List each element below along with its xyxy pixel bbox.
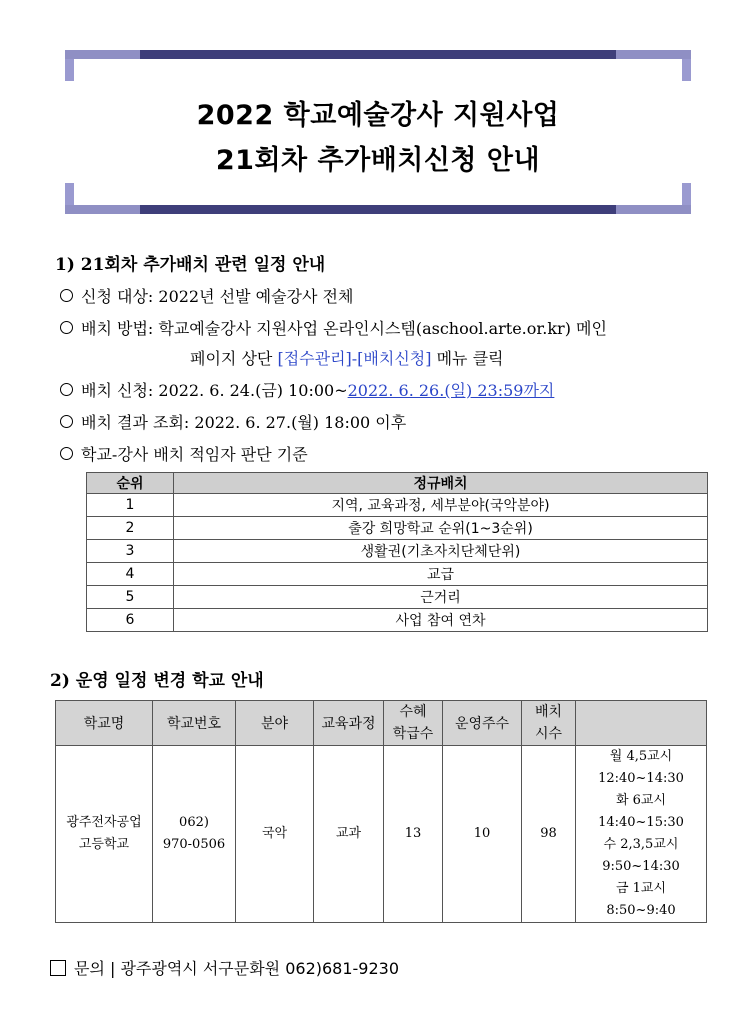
table-cell: 교급 xyxy=(174,563,708,586)
table-cell: 2 xyxy=(87,517,174,540)
section1-heading xyxy=(55,250,325,275)
table-row xyxy=(87,563,708,586)
table-cell: 출강 희망학교 순위(1~3순위) xyxy=(174,517,708,540)
contact-text: 문의 | 광주광역시 서구문화원 062)681-9230 xyxy=(74,959,400,978)
apply-deadline-highlight: 2022. 6. 26.(일) 23:59까지 xyxy=(347,381,555,400)
circle-bullet-icon xyxy=(60,383,73,396)
table-row xyxy=(56,746,707,923)
circle-bullet-icon xyxy=(60,321,73,334)
table-cell: 3 xyxy=(87,540,174,563)
item-apply: 배치 신청: 2022. 6. 24.(금) 10:00~2022. 6. 26.(일) 23:59까지 xyxy=(60,378,554,401)
table-cell: 근거리 xyxy=(174,586,708,609)
table-cell: 5 xyxy=(87,586,174,609)
circle-bullet-icon xyxy=(60,415,73,428)
item-target: 신청 대상: 2022년 선발 예술강사 전체 xyxy=(60,284,353,307)
schedule-change-table xyxy=(55,700,707,923)
table-header-cell: 수혜 학급수 xyxy=(384,701,443,746)
item-criteria: 학교-강사 배치 적임자 판단 기준 xyxy=(60,442,308,465)
title-frame-bottom-bar xyxy=(65,205,691,214)
table-row xyxy=(87,494,708,517)
table-header-cell: 정규배치 xyxy=(174,473,708,494)
title-frame-corner-br xyxy=(682,183,691,205)
page-title-line2: 21회차 추가배치신청 안내 xyxy=(215,145,541,176)
table-header-row xyxy=(87,473,708,494)
table-cell-hours: 98 xyxy=(522,746,576,923)
section1-number: 1) xyxy=(55,255,75,275)
table-header-cell: 교육과정 xyxy=(314,701,384,746)
checkbox-square-icon xyxy=(50,960,66,976)
table-header-row xyxy=(56,701,707,746)
item-method: 배치 방법: 학교예술강사 지원사업 온라인시스템(aschool.arte.or.kr) 메인 xyxy=(60,316,607,339)
section2-heading xyxy=(50,666,264,691)
table-header-cell: 운영주수 xyxy=(443,701,522,746)
table-cell: 사업 참여 연차 xyxy=(174,609,708,632)
table-header-cell: 학교번호 xyxy=(153,701,236,746)
table-cell-schedule: 월 4,5교시 12:40~14:30 화 6교시 14:40~15:30 수 2,3,5교시 9:50~14:30 금 1교시 8:50~9:40 xyxy=(576,746,707,923)
criteria-table xyxy=(86,472,708,632)
section1-title: 21회차 추가배치 관련 일정 안내 xyxy=(80,255,326,275)
menu-path-highlight: [접수관리]-[배치신청] xyxy=(277,349,432,368)
table-row xyxy=(87,517,708,540)
section2-title: 운영 일정 변경 학교 안내 xyxy=(75,671,264,691)
circle-bullet-icon xyxy=(60,447,73,460)
circle-bullet-icon xyxy=(60,289,73,302)
table-cell: 지역, 교육과정, 세부분야(국악분야) xyxy=(174,494,708,517)
table-header-cell: 배치 시수 xyxy=(522,701,576,746)
title-frame-corner-tl xyxy=(65,59,74,81)
table-cell: 생활권(기초자치단체단위) xyxy=(174,540,708,563)
item-method-cont: 페이지 상단 [접수관리]-[배치신청] 메뉴 클릭 xyxy=(190,349,504,368)
table-header-cell xyxy=(576,701,707,746)
title-frame-corner-tr xyxy=(682,59,691,81)
table-cell: 6 xyxy=(87,609,174,632)
item-result: 배치 결과 조회: 2022. 6. 27.(월) 18:00 이후 xyxy=(60,410,406,433)
title-frame-top-bar xyxy=(65,50,691,59)
table-row xyxy=(87,609,708,632)
page-title-line1: 2022 학교예술강사 지원사업 xyxy=(196,100,560,131)
table-cell-weeks: 10 xyxy=(443,746,522,923)
table-row xyxy=(87,586,708,609)
table-header-cell: 분야 xyxy=(236,701,314,746)
contact-line xyxy=(50,956,399,979)
table-cell: 1 xyxy=(87,494,174,517)
table-cell-field: 국악 xyxy=(236,746,314,923)
table-cell-course: 교과 xyxy=(314,746,384,923)
table-cell: 4 xyxy=(87,563,174,586)
table-cell-number: 062) 970-0506 xyxy=(153,746,236,923)
section2-number: 2) xyxy=(50,671,70,691)
table-cell-school: 광주전자공업 고등학교 xyxy=(56,746,153,923)
table-header-cell: 학교명 xyxy=(56,701,153,746)
title-frame-corner-bl xyxy=(65,183,74,205)
table-row xyxy=(87,540,708,563)
table-cell-classes: 13 xyxy=(384,746,443,923)
table-header-cell: 순위 xyxy=(87,473,174,494)
